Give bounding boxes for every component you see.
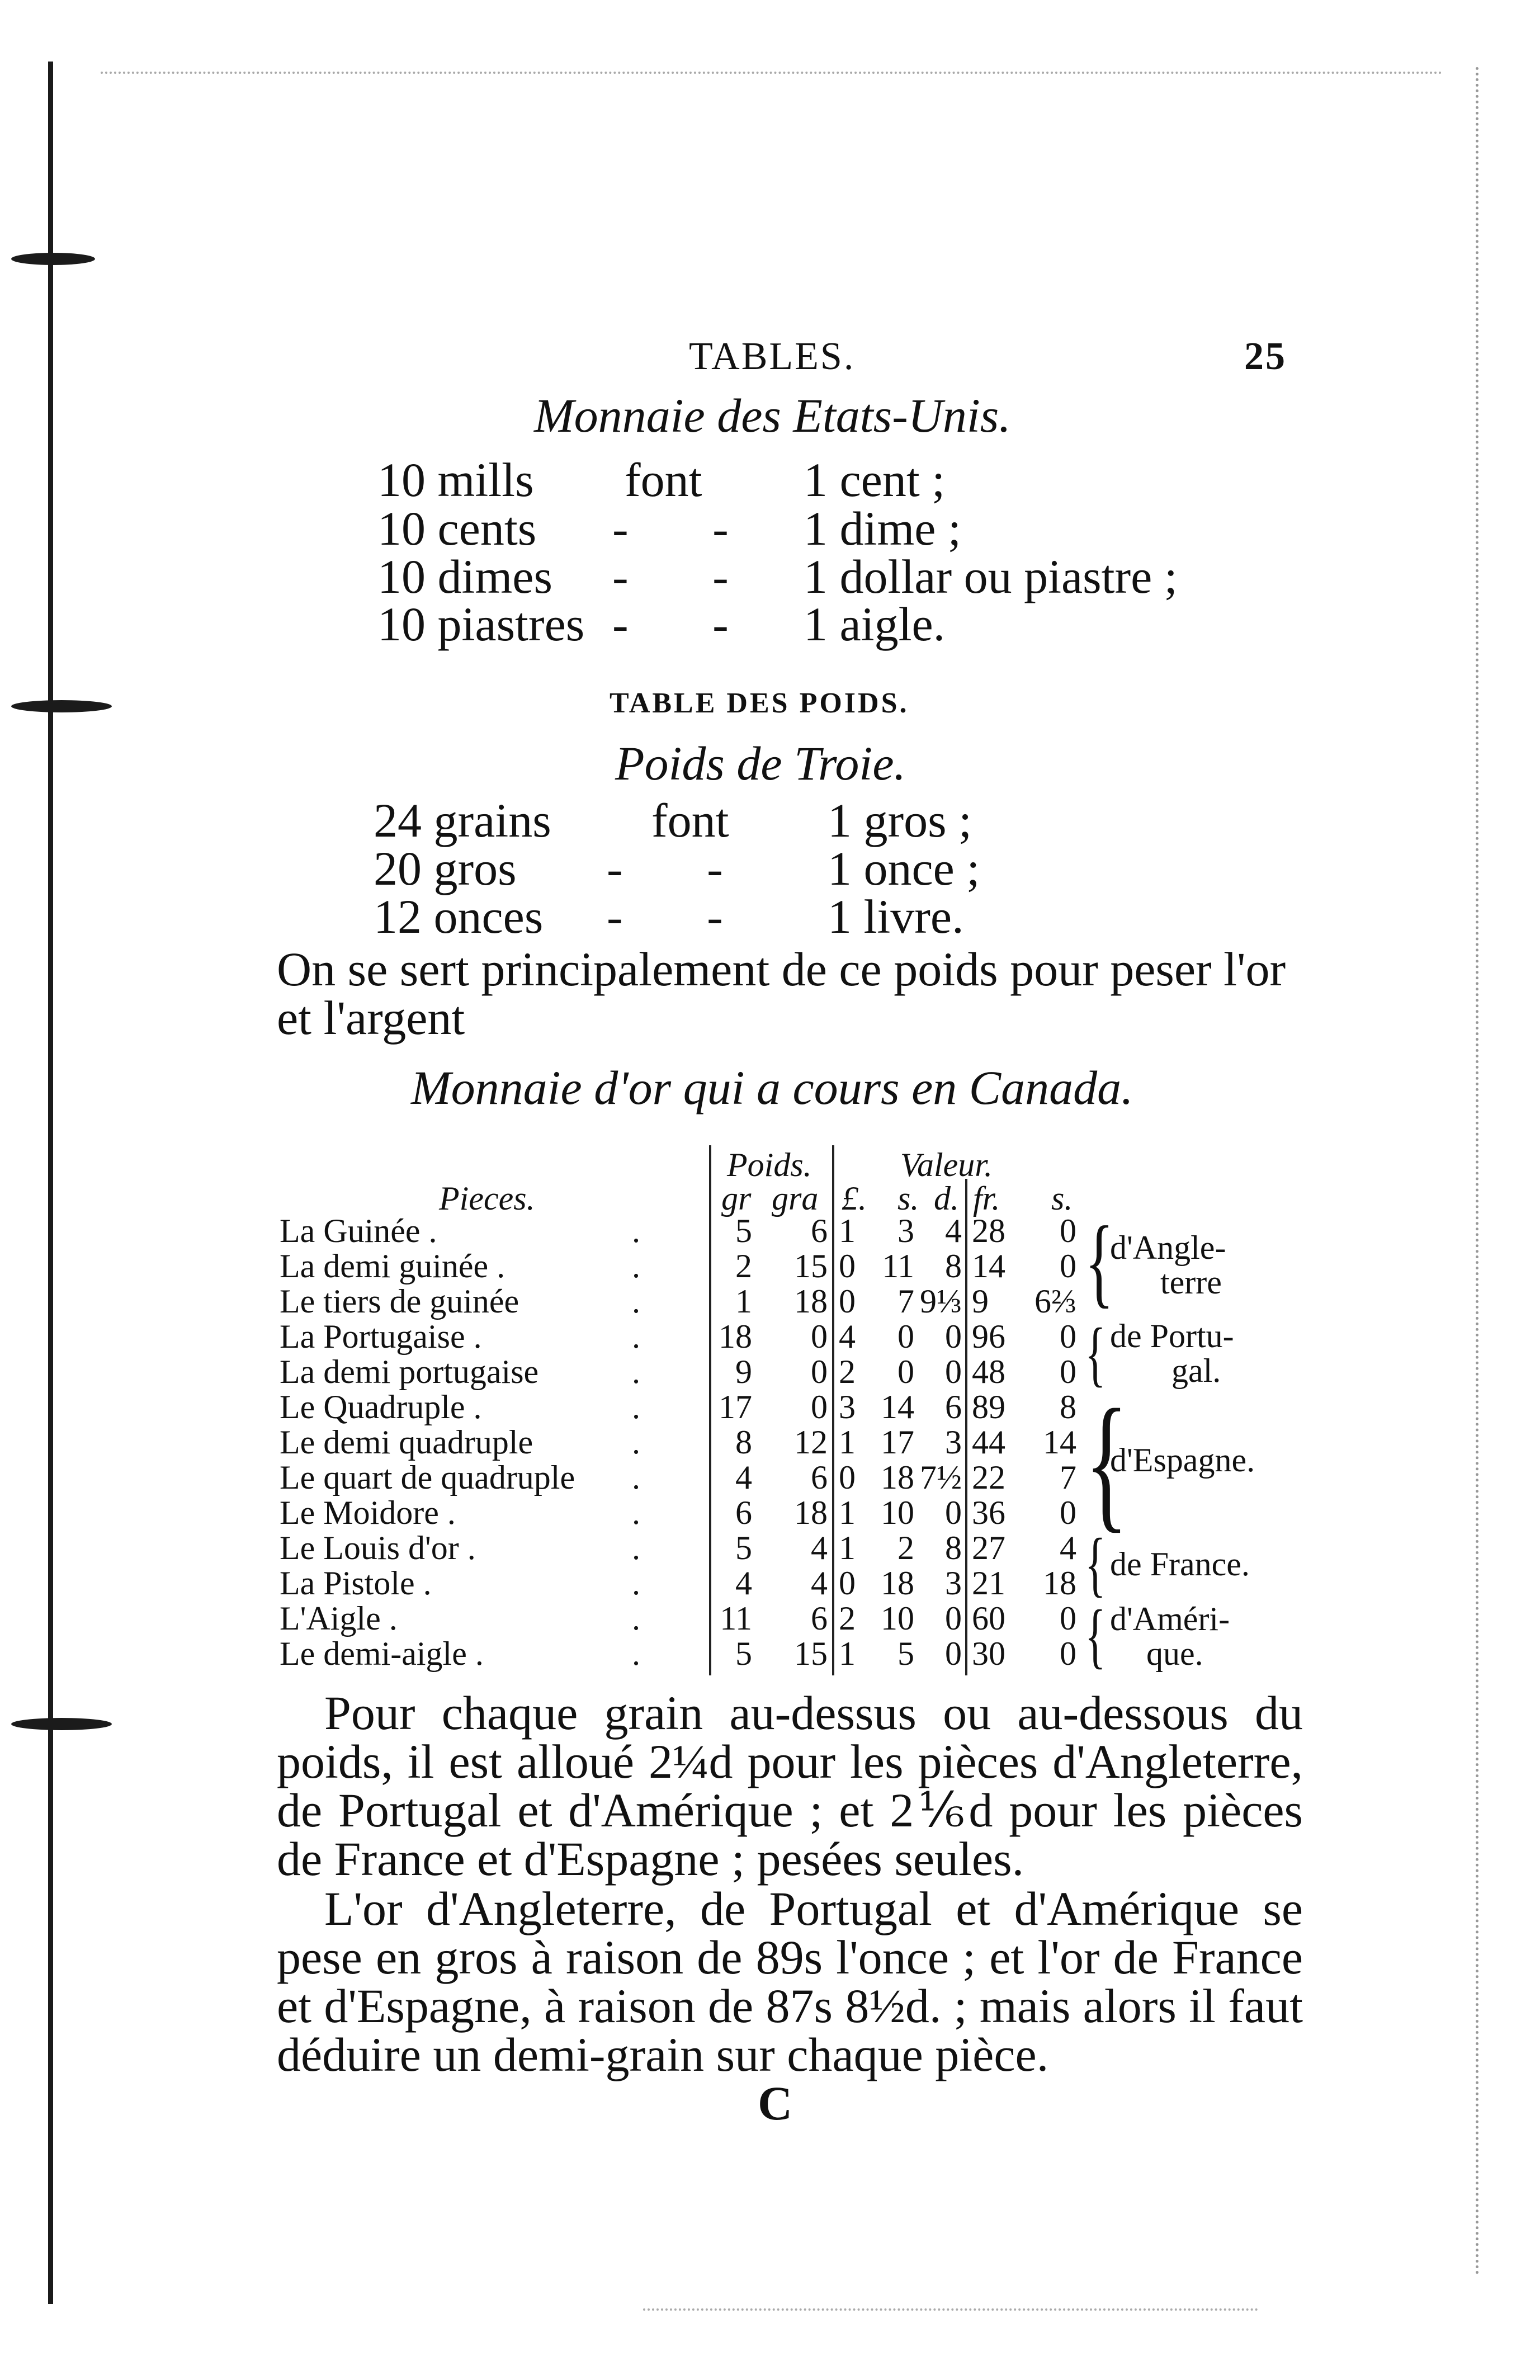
rule-sd-fr <box>965 1179 967 1675</box>
us-row-verb: - - <box>612 502 729 555</box>
cell-name: Le Quadruple . <box>280 1389 482 1425</box>
weight-row-qty: 24 grains <box>374 794 551 847</box>
cell-fr: 48 <box>972 1353 1005 1390</box>
cell-fr: 28 <box>972 1212 1005 1249</box>
cell-gr: 18 <box>719 1318 752 1355</box>
cell-d: 0 <box>945 1494 962 1531</box>
cell-s2: 0 <box>1060 1212 1076 1249</box>
brace-portugal: { <box>1085 1314 1106 1394</box>
group-angleterre-2: terre <box>1160 1264 1222 1301</box>
cell-gr: 9 <box>735 1353 752 1390</box>
leader-dot: . <box>632 1248 640 1285</box>
page-number: 25 <box>1244 335 1287 378</box>
cell-gr: 8 <box>735 1424 752 1461</box>
cell-l: 4 <box>839 1318 856 1355</box>
brace-espagne: { <box>1085 1378 1128 1546</box>
cell-s2: 14 <box>1043 1424 1076 1461</box>
cell-d: 8 <box>945 1529 962 1566</box>
cell-l: 1 <box>839 1529 856 1566</box>
paragraph-allowance: Pour chaque grain au-dessus ou au-dessous du poids, il est alloué 2¼d pour les pièces d'Angleterre, de Portugal et d'Amérique ; et 2⅙d pour les pièces de France et d'Espagne ; pesées seules. <box>277 1686 1303 1886</box>
weights-note: On se sert principalement de ce poids pour peser l'or et l'argent <box>277 942 1286 1045</box>
cell-s2: 7 <box>1060 1459 1076 1496</box>
us-row-verb: - - <box>612 550 729 603</box>
group-espagne: d'Espagne. <box>1110 1442 1255 1479</box>
group-portugal-2: gal. <box>1171 1352 1221 1389</box>
cell-name: Le Louis d'or . <box>280 1529 476 1566</box>
cell-gra: 0 <box>811 1353 828 1390</box>
binding-thread <box>48 62 53 2304</box>
cell-name: La Portugaise . <box>280 1318 482 1355</box>
cell-l: 0 <box>839 1248 856 1285</box>
cell-s: 18 <box>881 1459 914 1496</box>
cell-gra: 4 <box>811 1565 828 1602</box>
cell-gra: 0 <box>811 1318 828 1355</box>
leader-dot: . <box>632 1459 640 1496</box>
us-row-result: 1 dollar ou piastre ; <box>804 550 1178 603</box>
sub-gra: gra <box>772 1180 819 1217</box>
cell-fr: 36 <box>972 1494 1005 1531</box>
cell-gr: 5 <box>735 1529 752 1566</box>
us-row-verb: font <box>625 453 702 507</box>
cell-fr: 27 <box>972 1529 1005 1566</box>
cell-s: 3 <box>897 1212 914 1249</box>
cell-gr: 5 <box>735 1635 752 1672</box>
us-row-qty: 10 mills <box>377 453 534 507</box>
us-money-heading: Monnaie des Etats-Unis. <box>534 389 1011 442</box>
cell-d: 6 <box>945 1389 962 1425</box>
cell-d: 3 <box>945 1424 962 1461</box>
cell-fr: 89 <box>972 1389 1005 1425</box>
cell-d: 0 <box>945 1318 962 1355</box>
cell-s2: 0 <box>1060 1600 1076 1637</box>
col-pieces: Pieces. <box>439 1180 535 1217</box>
weight-row-qty: 20 gros <box>374 842 517 895</box>
cell-name: L'Aigle . <box>280 1600 398 1637</box>
cell-s: 18 <box>881 1565 914 1602</box>
cell-name: Le Moidore . <box>280 1494 456 1531</box>
us-row-result: 1 cent ; <box>804 453 946 507</box>
leader-dot: . <box>632 1353 640 1390</box>
leader-dot: . <box>632 1635 640 1672</box>
cell-fr: 30 <box>972 1635 1005 1672</box>
weights-heading: TABLE DES POIDS. <box>610 687 909 719</box>
weight-row-verb: - - <box>607 842 723 895</box>
cell-gra: 15 <box>794 1248 828 1285</box>
cell-l: 2 <box>839 1600 856 1637</box>
cell-fr: 21 <box>972 1565 1005 1602</box>
leader-dot: . <box>632 1565 640 1602</box>
cell-s: 17 <box>881 1424 914 1461</box>
brace-amerique: { <box>1085 1595 1106 1676</box>
cell-d: 0 <box>945 1353 962 1390</box>
sub-fr: fr. <box>973 1180 1000 1217</box>
leader-dot: . <box>632 1283 640 1320</box>
cell-d: 0 <box>945 1600 962 1637</box>
weight-row-verb: font <box>651 794 729 847</box>
cell-d: 7½ <box>920 1459 962 1496</box>
cell-s2: 4 <box>1060 1529 1076 1566</box>
cell-gra: 0 <box>811 1389 828 1425</box>
cell-s2: 18 <box>1043 1565 1076 1602</box>
cell-fr: 96 <box>972 1318 1005 1355</box>
binding-knot-1 <box>11 253 95 265</box>
cell-gra: 4 <box>811 1529 828 1566</box>
sub-gr: gr <box>721 1180 752 1217</box>
cell-l: 0 <box>839 1565 856 1602</box>
cell-l: 0 <box>839 1459 856 1496</box>
leader-dot: . <box>632 1529 640 1566</box>
cell-name: Le demi quadruple <box>280 1424 533 1461</box>
rule-poids-valeur <box>832 1145 834 1675</box>
sub-d: d. <box>934 1180 959 1217</box>
us-row-qty: 10 dimes <box>377 550 552 603</box>
group-amerique-2: que. <box>1146 1635 1203 1672</box>
sub-s: s. <box>897 1180 919 1217</box>
cell-s2: 0 <box>1060 1318 1076 1355</box>
weight-row-qty: 12 onces <box>374 890 544 943</box>
us-row-qty: 10 piastres <box>377 597 585 651</box>
cell-name: La demi guinée . <box>280 1248 506 1285</box>
cell-gra: 15 <box>794 1635 828 1672</box>
group-portugal-1: de Portu- <box>1110 1318 1234 1354</box>
cell-d: 9⅓ <box>920 1283 962 1320</box>
weight-row-verb: - - <box>607 890 723 943</box>
bottom-edge <box>643 2308 1258 2311</box>
group-france: de France. <box>1110 1546 1250 1583</box>
cell-s: 7 <box>897 1283 914 1320</box>
sub-pound: £. <box>842 1180 867 1217</box>
cell-l: 2 <box>839 1353 856 1390</box>
rule-pieces-poids <box>709 1145 711 1675</box>
signature-mark: C <box>758 2076 793 2130</box>
cell-s: 2 <box>897 1529 914 1566</box>
leader-dot: . <box>632 1424 640 1461</box>
brace-angleterre: { <box>1085 1206 1114 1317</box>
cell-l: 3 <box>839 1389 856 1425</box>
page-edge <box>1471 67 1478 2276</box>
leader-dot: . <box>632 1600 640 1637</box>
cell-name: Le tiers de guinée <box>280 1283 519 1320</box>
cell-gra: 6 <box>811 1212 828 1249</box>
cell-s: 10 <box>881 1600 914 1637</box>
cell-s: 10 <box>881 1494 914 1531</box>
top-edge <box>101 72 1443 74</box>
cell-d: 0 <box>945 1635 962 1672</box>
binding-knot-3 <box>11 1718 112 1730</box>
cell-s2: 0 <box>1060 1494 1076 1531</box>
cell-d: 4 <box>945 1212 962 1249</box>
cell-fr: 14 <box>972 1248 1005 1285</box>
cell-gr: 1 <box>735 1283 752 1320</box>
cell-fr: 60 <box>972 1600 1005 1637</box>
us-row-result: 1 dime ; <box>804 502 961 555</box>
page-title: TABLES. <box>689 335 856 378</box>
sub-s2: s. <box>1051 1180 1073 1217</box>
leader-dot: . <box>632 1389 640 1425</box>
col-valeur: Valeur. <box>900 1146 993 1183</box>
cell-gr: 5 <box>735 1212 752 1249</box>
group-amerique-1: d'Améri- <box>1110 1600 1230 1637</box>
group-angleterre-1: d'Angle- <box>1110 1229 1226 1266</box>
cell-gr: 4 <box>735 1459 752 1496</box>
binding-knot-2 <box>11 700 112 712</box>
us-row-verb: - - <box>612 597 729 651</box>
cell-s: 0 <box>897 1353 914 1390</box>
cell-s2: 0 <box>1060 1248 1076 1285</box>
weight-row-result: 1 livre. <box>828 890 964 943</box>
cell-s2: 0 <box>1060 1635 1076 1672</box>
cell-s: 14 <box>881 1389 914 1425</box>
cell-s: 5 <box>897 1635 914 1672</box>
cell-gra: 18 <box>794 1494 828 1531</box>
cell-name: Le quart de quadruple <box>280 1459 575 1496</box>
cell-d: 8 <box>945 1248 962 1285</box>
cell-l: 1 <box>839 1494 856 1531</box>
cell-l: 1 <box>839 1635 856 1672</box>
cell-fr: 9 <box>972 1283 989 1320</box>
cell-s2: 8 <box>1060 1389 1076 1425</box>
cell-name: La demi portugaise <box>280 1353 539 1390</box>
cell-gra: 6 <box>811 1459 828 1496</box>
cell-name: La Guinée . <box>280 1212 437 1249</box>
cell-gr: 11 <box>720 1600 752 1637</box>
weight-row-result: 1 once ; <box>828 842 980 895</box>
leader-dot: . <box>632 1212 640 1249</box>
leader-dot: . <box>632 1494 640 1531</box>
cell-s: 0 <box>897 1318 914 1355</box>
cell-l: 0 <box>839 1283 856 1320</box>
cell-d: 3 <box>945 1565 962 1602</box>
cell-gra: 12 <box>794 1424 828 1461</box>
us-row-qty: 10 cents <box>377 502 537 555</box>
col-poids: Poids. <box>727 1146 812 1183</box>
cell-s: 11 <box>882 1248 914 1285</box>
cell-name: La Pistole . <box>280 1565 432 1602</box>
cell-fr: 22 <box>972 1459 1005 1496</box>
gold-heading: Monnaie d'or qui a cours en Canada. <box>411 1061 1133 1115</box>
leader-dot: . <box>632 1318 640 1355</box>
cell-gr: 17 <box>719 1389 752 1425</box>
cell-gr: 4 <box>735 1565 752 1602</box>
cell-gra: 6 <box>811 1600 828 1637</box>
cell-name: Le demi-aigle . <box>280 1635 484 1672</box>
cell-gra: 18 <box>794 1283 828 1320</box>
cell-fr: 44 <box>972 1424 1005 1461</box>
cell-gr: 6 <box>735 1494 752 1531</box>
weight-row-result: 1 gros ; <box>828 794 972 847</box>
brace-france: { <box>1085 1524 1106 1604</box>
us-row-result: 1 aigle. <box>804 597 946 651</box>
cell-s2: 0 <box>1060 1353 1076 1390</box>
cell-s2: 6⅔ <box>1034 1283 1076 1320</box>
cell-gr: 2 <box>735 1248 752 1285</box>
weights-subheading: Poids de Troie. <box>615 736 906 790</box>
paragraph-weighing: L'or d'Angleterre, de Portugal et d'Amérique se pese en gros à raison de 89s l'once ; et l'or de France et d'Espagne, à raison de 87s 8½d. ; mais alors il faut déduire un demi-grain sur chaque pièce. <box>277 1882 1303 2081</box>
cell-l: 1 <box>839 1212 856 1249</box>
cell-l: 1 <box>839 1424 856 1461</box>
